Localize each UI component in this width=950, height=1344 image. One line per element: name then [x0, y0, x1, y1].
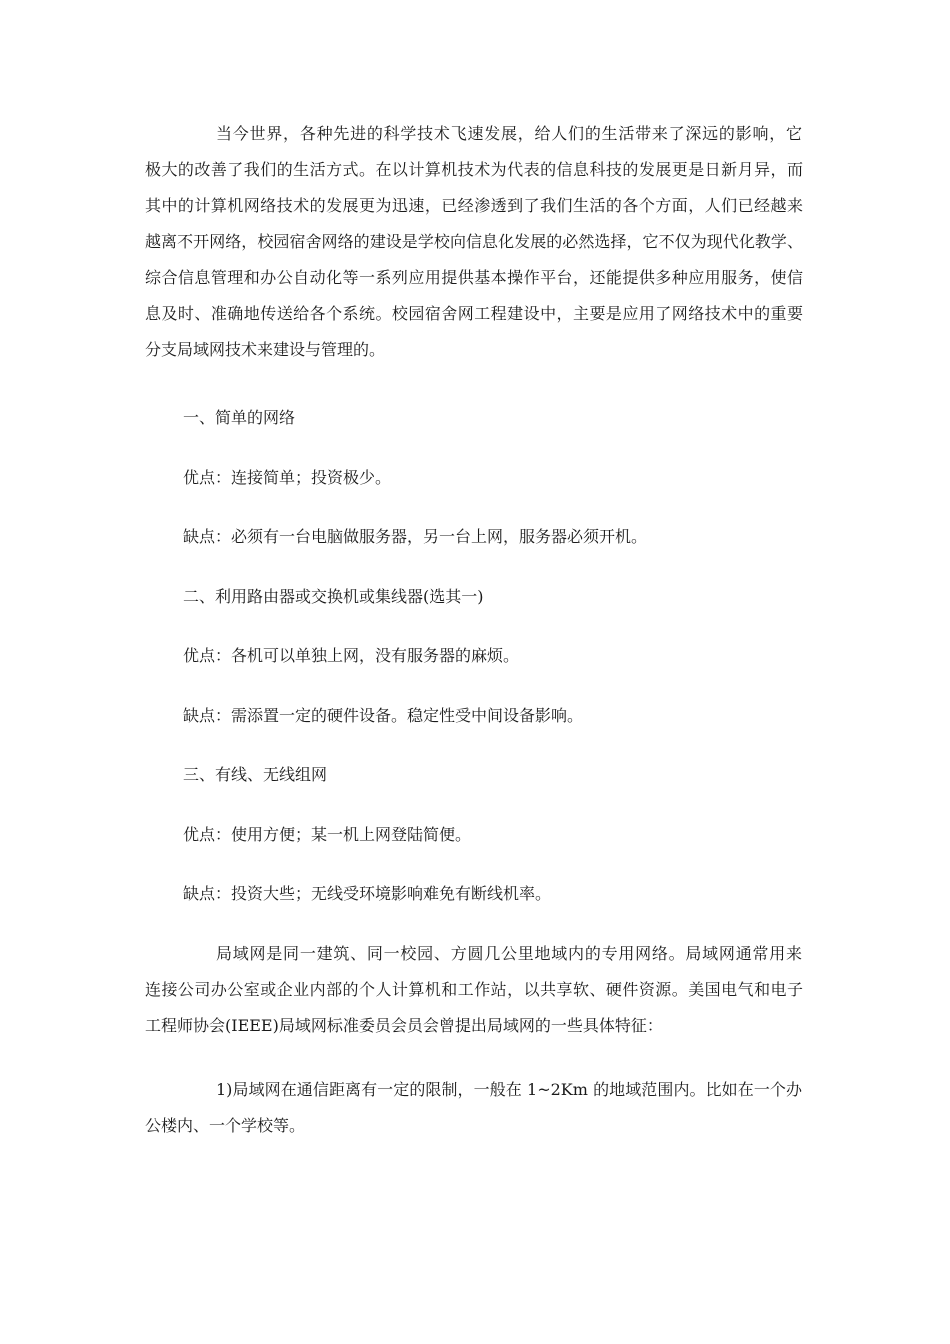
lan-definition-line: 局域网是同一建筑、同一校园、方圆几公里地域内的专用网络。局域网通常用来	[216, 944, 802, 963]
feature-1-line: 1)局域网在通信距离有一定的限制，一般在 1~2Km 的地域范围内。比如在一个办	[216, 1080, 802, 1099]
intro-paragraph	[145, 116, 803, 368]
intro-line: 当今世界，各种先进的科学技术飞速发展，给人们的生活带来了深远的影响，它	[216, 124, 802, 143]
section-pros: 优点：连接简单；投资极少。	[183, 468, 392, 487]
lan-definition-line: 工程师协会(IEEE)局域网标准委员会员会曾提出局域网的一些具体特征：	[145, 1016, 663, 1035]
intro-line: 分支局域网技术来建设与管理的。	[145, 340, 386, 359]
section-cons: 缺点：需添置一定的硬件设备。稳定性受中间设备影响。	[183, 706, 584, 725]
section-cons: 缺点：必须有一台电脑做服务器，另一台上网，服务器必须开机。	[183, 527, 648, 546]
feature-1-paragraph	[145, 1072, 802, 1144]
intro-line: 越离不开网络，校园宿舍网络的建设是学校向信息化发展的必然选择，它不仅为现代化教学、	[145, 232, 803, 251]
intro-line: 其中的计算机网络技术的发展更为迅速，已经渗透到了我们生活的各个方面，人们已经越来	[145, 196, 803, 215]
section-heading: 三、有线、无线组网	[183, 765, 328, 784]
intro-line: 息及时、准确地传送给各个系统。校园宿舍网工程建设中，主要是应用了网络技术中的重要	[145, 304, 803, 323]
feature-1-line: 公楼内、一个学校等。	[145, 1116, 306, 1135]
lan-definition-paragraph	[145, 936, 803, 1044]
section-cons: 缺点：投资大些；无线受环境影响难免有断线机率。	[183, 884, 552, 903]
lan-definition-line: 连接公司办公室或企业内部的个人计算机和工作站，以共享软、硬件资源。美国电气和电子	[145, 980, 803, 999]
section-heading: 一、简单的网络	[183, 408, 296, 427]
section-pros: 优点：使用方便；某一机上网登陆简便。	[183, 825, 472, 844]
intro-line: 综合信息管理和办公自动化等一系列应用提供基本操作平台，还能提供多种应用服务，使信	[145, 268, 803, 287]
intro-line: 极大的改善了我们的生活方式。在以计算机技术为代表的信息科技的发展更是日新月异，而	[145, 160, 803, 179]
section-heading: 二、利用路由器或交换机或集线器(选其一)	[183, 587, 484, 606]
section-pros: 优点：各机可以单独上网，没有服务器的麻烦。	[183, 646, 520, 665]
